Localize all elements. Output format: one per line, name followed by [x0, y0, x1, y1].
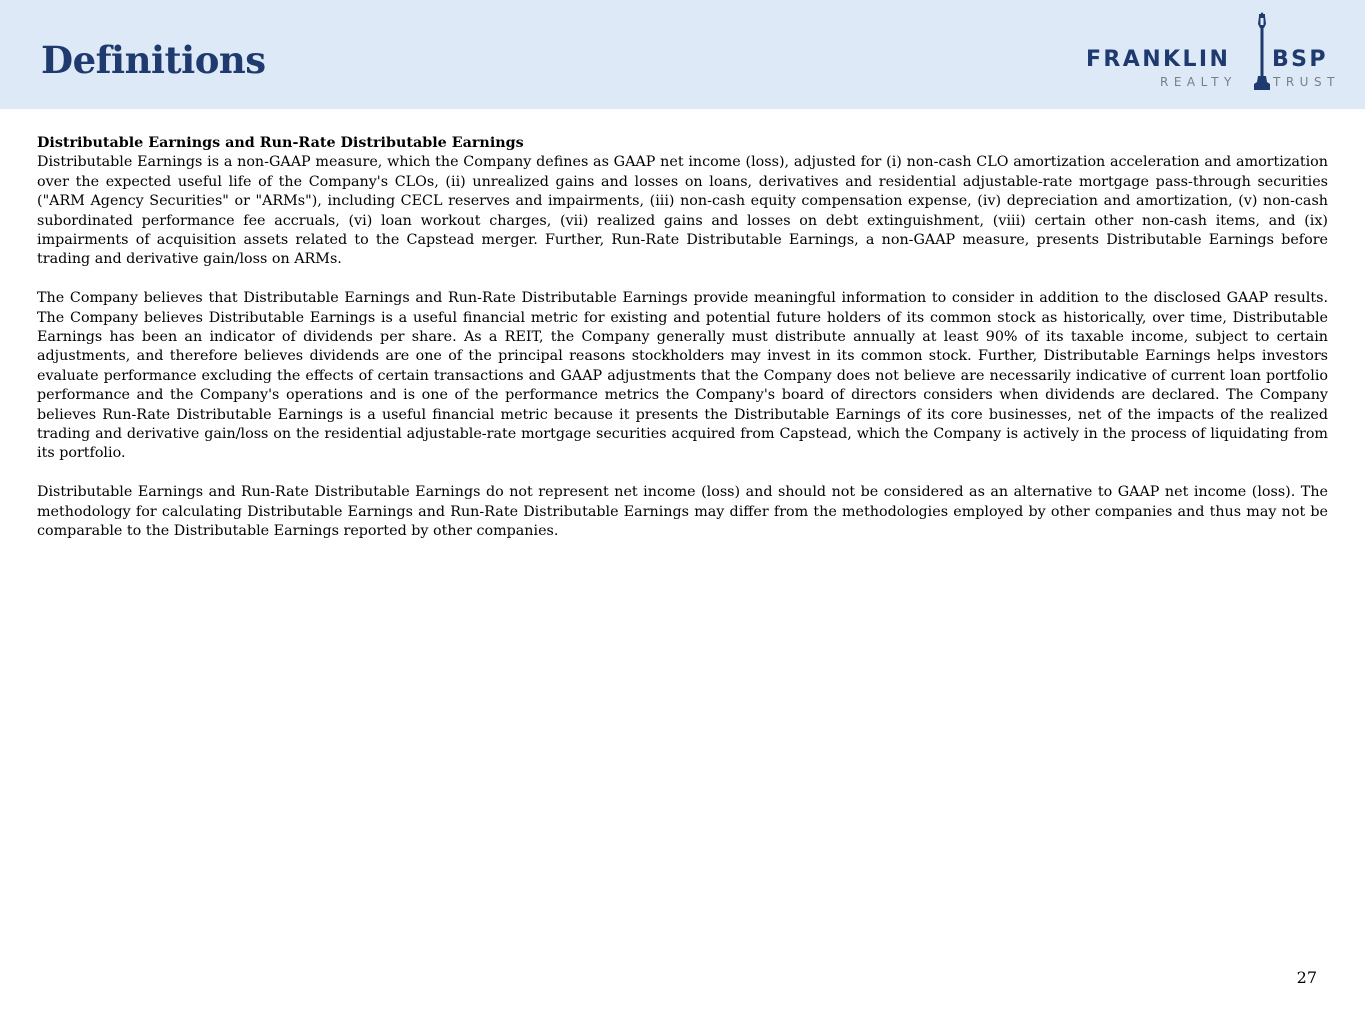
- logo-subtitle-left: REALTY: [1160, 75, 1237, 89]
- lamp-post-icon: [1252, 10, 1272, 92]
- logo-name-right: BSP: [1272, 47, 1328, 72]
- page-number: 27: [1296, 968, 1317, 987]
- disclaimer-paragraph: Distributable Earnings and Run-Rate Distributable Earnings do not represent net income (loss) and should not be considered as an alternative to GAAP net income (loss). The methodology for calculating Distributable Earnings and Run-Rate Distributable Earnings may differ from the methodologies employed by other companies and thus may not be comparable to the Distributable Earnings reported by other companies.: [37, 484, 1328, 540]
- page-title: Definitions: [41, 38, 266, 82]
- rationale-paragraph: The Company believes that Distributable Earnings and Run-Rate Distributable Earnings provide meaningful information to consider in addition to the disclosed GAAP results. The Company believes Distributable Earnings is a useful financial metric for existing and potential future holders of its common stock as historically, over time, Distributable Earnings has been an indicator of dividends per share. As a REIT, the Company generally must distribute annually at least 90% of its taxable income, subject to certain adjustments, and therefore believes dividends are one of the principal reasons stockholders may invest in its common stock. Further, Distributable Earnings helps investors evaluate performance excluding the effects of certain transactions and GAAP adjustments that the Company does not believe are necessarily indicative of current loan portfolio performance and the Company's operations and is one of the performance metrics the Company's board of directors considers when dividends are declared. The Company believes Run-Rate Distributable Earnings is a useful financial metric because it presents the Distributable Earnings of its core businesses, net of the impacts of the realized trading and derivative gain/loss on the residential adjustable-rate mortgage securities acquired from Capstead, which the Company is actively in the process of liquidating from its portfolio.: [37, 290, 1328, 462]
- definition-section: [37, 134, 1328, 542]
- section-heading: Distributable Earnings and Run-Rate Distributable Earnings: [37, 135, 524, 151]
- logo-subtitle-right: TRUST: [1273, 75, 1340, 89]
- definition-paragraph: Distributable Earnings is a non-GAAP measure, which the Company defines as GAAP net income (loss), adjusted for (i) non-cash CLO amortization acceleration and amortization over the expected useful life of the Company's CLOs, (ii) unrealized gains and losses on loans, derivatives and residential adjustable-rate mortgage pass-through securities ("ARM Agency Securities" or "ARMs"), including CECL reserves and impairments, (iii) non-cash equity compensation expense, (iv) depreciation and amortization, (v) non-cash subordinated performance fee accruals, (vi) loan workout charges, (vii) realized gains and losses on debt extinguishment, (viii) certain other non-cash items, and (ix) impairments of acquisition assets related to the Capstead merger. Further, Run-Rate Distributable Earnings, a non-GAAP measure, presents Distributable Earnings before trading and derivative gain/loss on ARMs.: [37, 154, 1328, 268]
- header-band: [0, 0, 1365, 109]
- logo-name-left: FRANKLIN: [1086, 47, 1231, 72]
- company-logo: [1084, 10, 1350, 92]
